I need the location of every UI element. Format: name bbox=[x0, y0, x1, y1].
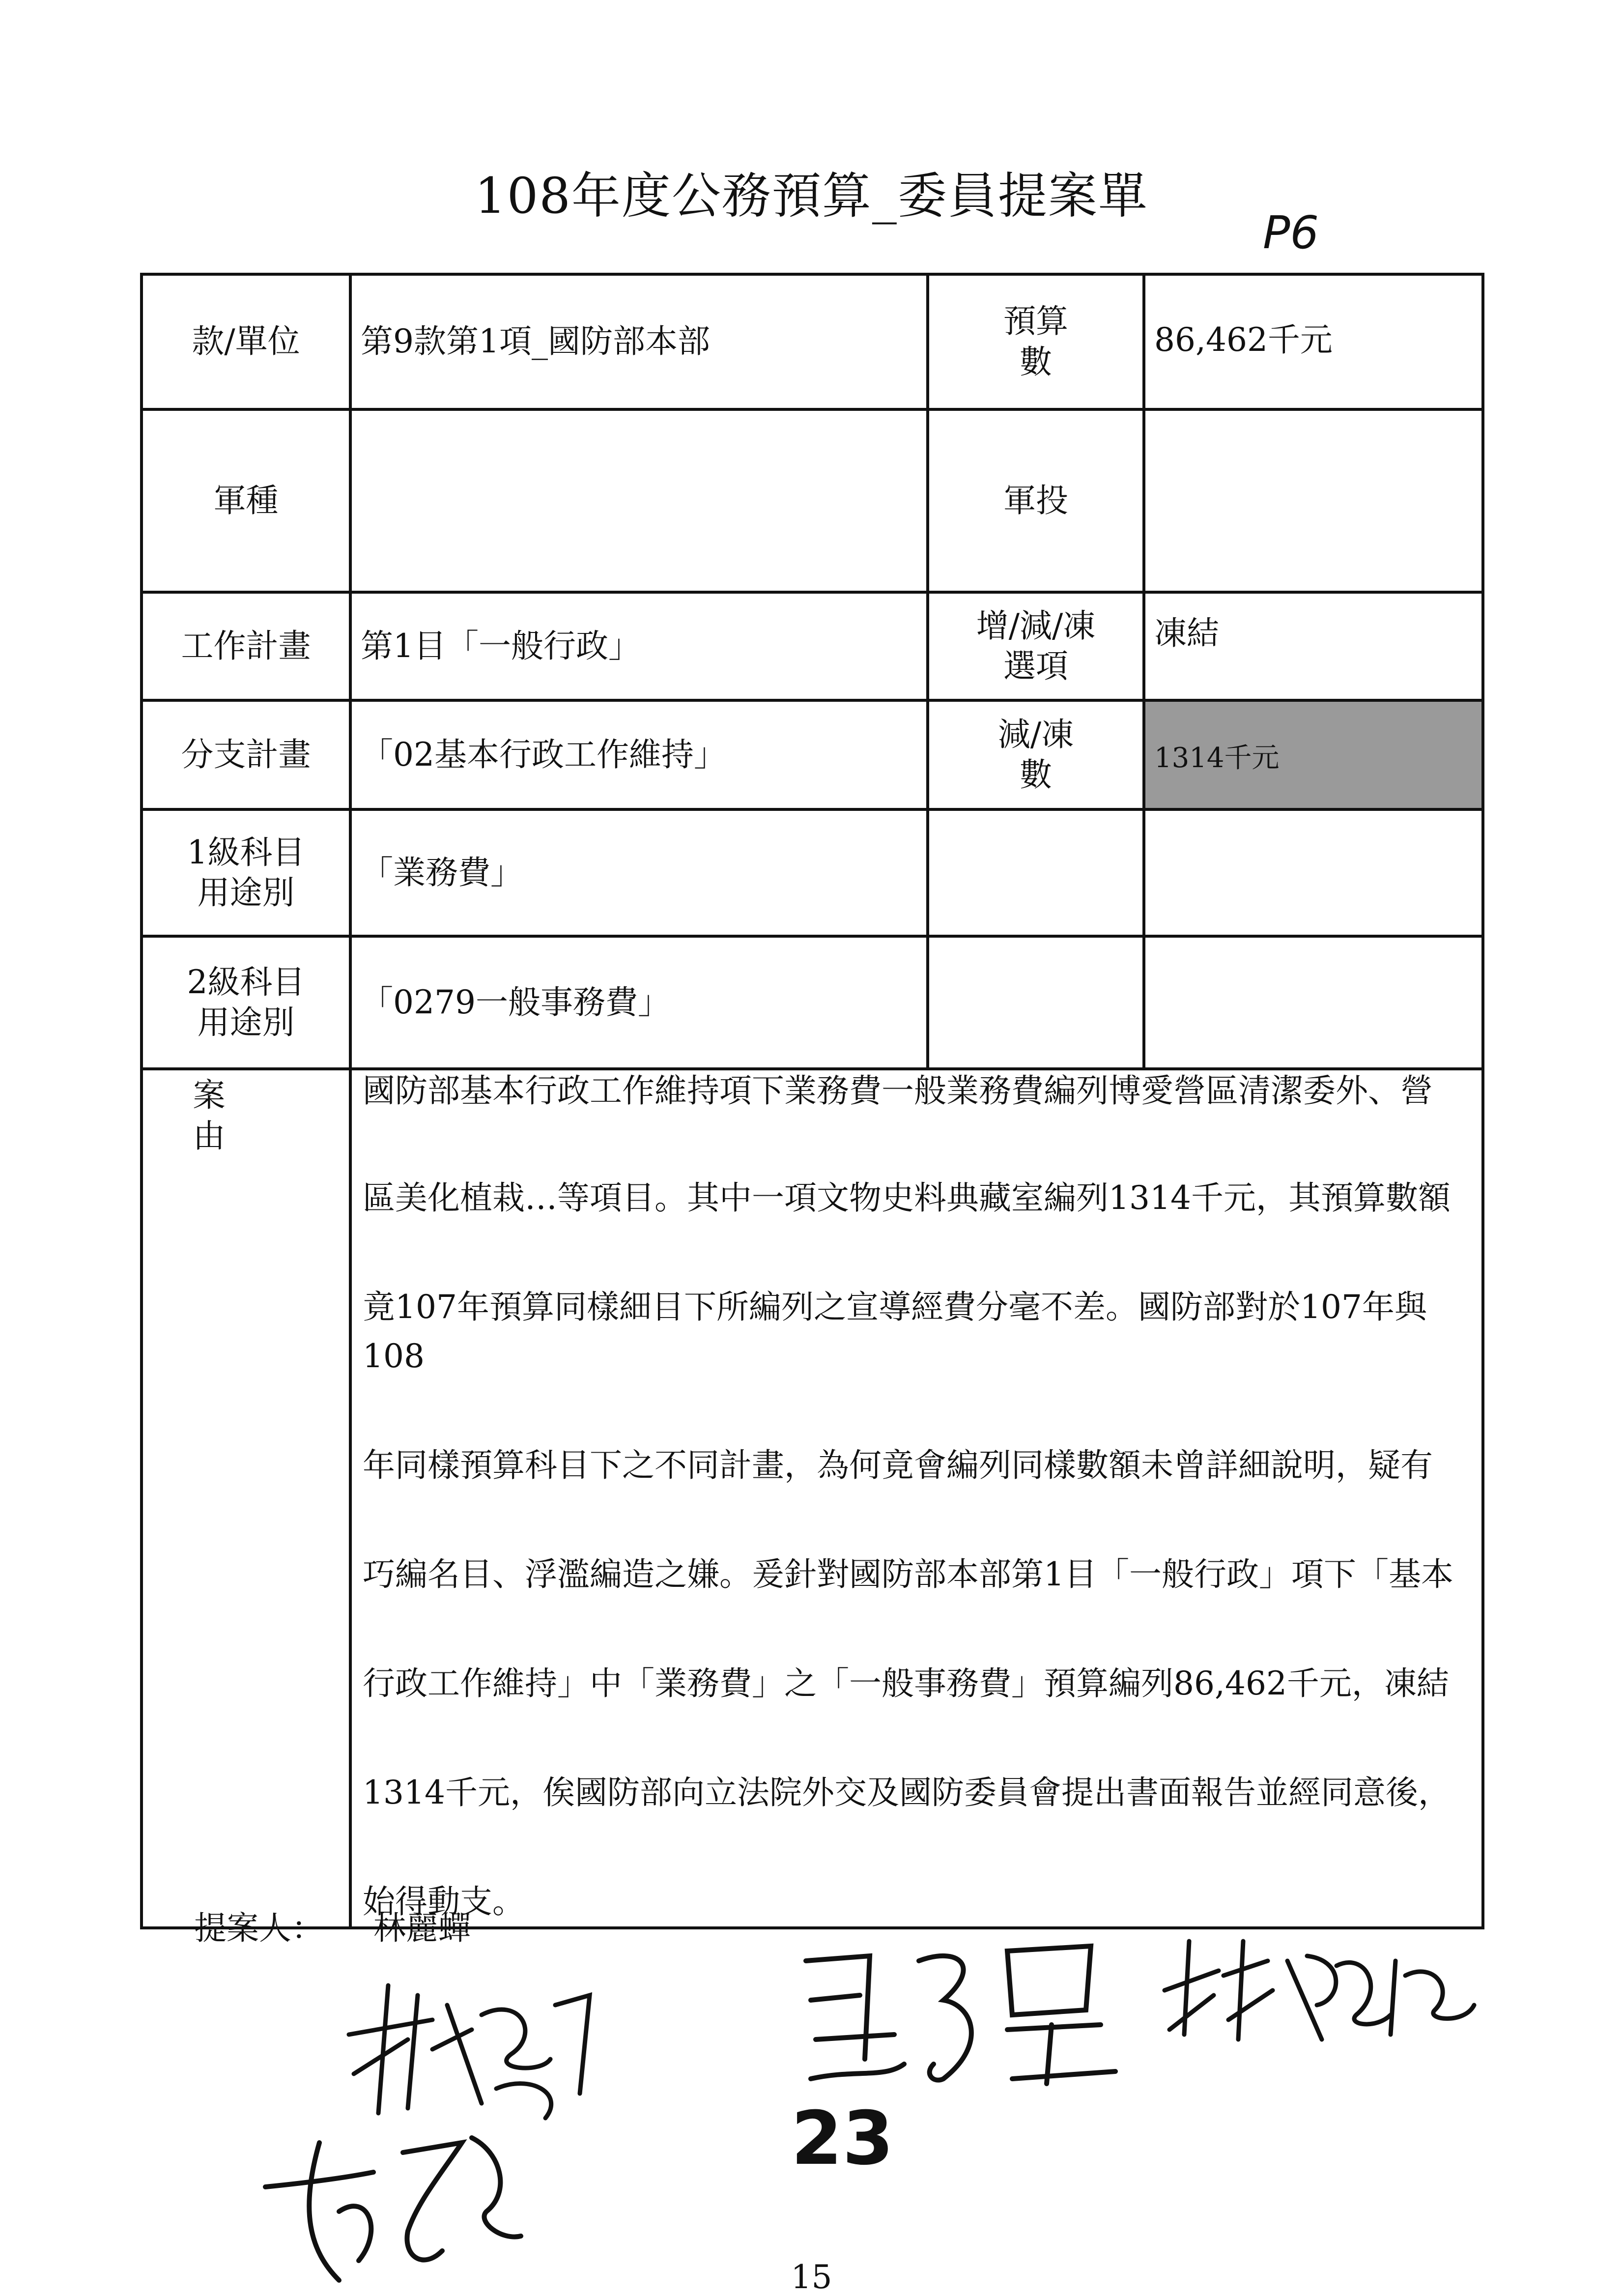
table-row bbox=[142, 409, 1483, 592]
page-mark: P6 bbox=[1263, 206, 1319, 259]
reason-line: 區美化植栽…等項目。其中一項文物史料典藏室編列1314千元，其預算數額 bbox=[363, 1179, 1451, 1217]
reason-label-char: 案 bbox=[193, 1076, 299, 1114]
row-label: 軍種 bbox=[142, 409, 350, 592]
label-line: 減/凍 bbox=[997, 715, 1074, 753]
amount-label bbox=[928, 700, 1144, 809]
empty-cell bbox=[1144, 809, 1483, 936]
row-right-value bbox=[1144, 409, 1483, 592]
row-right-label: 軍投 bbox=[928, 409, 1144, 592]
handwritten-number: 23 bbox=[791, 2096, 894, 2181]
label-line: 2級科目 bbox=[187, 963, 305, 1001]
table-row bbox=[142, 592, 1483, 700]
row-value: 「0279一般事務費」 bbox=[350, 936, 928, 1069]
table-row bbox=[142, 936, 1483, 1069]
label-line: 選項 bbox=[1003, 647, 1068, 685]
reason-line: 竟107年預算同樣細目下所編列之宣導經費分毫不差。國防部對於107年與108 bbox=[363, 1288, 1427, 1375]
reason-line: 年同樣預算科目下之不同計畫，為何竟會編列同樣數額未曾詳細說明，疑有 bbox=[363, 1446, 1433, 1484]
label-line: 用途別 bbox=[197, 1004, 295, 1041]
row-label: 款/單位 bbox=[142, 274, 350, 409]
row-label bbox=[142, 936, 350, 1069]
page-number: 15 bbox=[791, 2258, 832, 2296]
proposal-form-table bbox=[140, 273, 1484, 1929]
amount-value bbox=[1144, 700, 1483, 809]
reason-line: 1314千元，俟國防部向立法院外交及國防委員會提出書面報告並經同意後， bbox=[363, 1774, 1451, 1811]
row-label bbox=[142, 809, 350, 936]
empty-cell bbox=[1144, 936, 1483, 1069]
reason-text bbox=[350, 1069, 1483, 1928]
row-value: 「02基本行政工作維持」 bbox=[350, 700, 928, 809]
budget-label bbox=[928, 274, 1144, 409]
option-label bbox=[928, 592, 1144, 700]
proposer-label: 提案人： bbox=[194, 1909, 324, 1947]
table-row bbox=[142, 1069, 1483, 1928]
option-value: 凍結 bbox=[1144, 592, 1483, 700]
row-label: 工作計畫 bbox=[142, 592, 350, 700]
row-value bbox=[350, 409, 928, 592]
label-line: 用途別 bbox=[197, 874, 295, 912]
row-value: 第1目「一般行政」 bbox=[350, 592, 928, 700]
reason-line: 始得動支。 bbox=[363, 1883, 525, 1921]
empty-cell bbox=[928, 809, 1144, 936]
label-line: 預算 bbox=[1003, 302, 1068, 340]
label-line: 增/減/凍 bbox=[976, 606, 1096, 645]
reason-line: 行政工作維持」中「業務費」之「一般事務費」預算編列86,462千元，凍結 bbox=[363, 1665, 1449, 1702]
reason-label bbox=[142, 1069, 350, 1928]
page-title: 108年度公務預算_委員提案單 bbox=[475, 167, 1148, 225]
proposer-name: 林麗蟬 bbox=[373, 1909, 471, 1947]
reason-label-char: 由 bbox=[193, 1117, 299, 1155]
label-line: 數 bbox=[1020, 756, 1052, 794]
reason-line: 巧編名目、浮濫編造之嫌。爰針對國防部本部第1目「一般行政」項下「基本 bbox=[363, 1555, 1453, 1593]
row-value: 第9款第1項_國防部本部 bbox=[350, 274, 928, 409]
table-row bbox=[142, 700, 1483, 809]
signature-1 bbox=[334, 1976, 609, 2123]
row-value: 「業務費」 bbox=[350, 809, 928, 936]
signature-2 bbox=[796, 1931, 1140, 2094]
amount-text: 1314千元 bbox=[1154, 742, 1280, 774]
empty-cell bbox=[928, 936, 1144, 1069]
label-line: 數 bbox=[1020, 343, 1052, 381]
table-row bbox=[142, 274, 1483, 409]
label-line: 1級科目 bbox=[187, 833, 305, 871]
reason-line: 國防部基本行政工作維持項下業務費一般業務費編列博愛營區清潔委外、營 bbox=[363, 1072, 1433, 1110]
table-row bbox=[142, 809, 1483, 936]
row-label: 分支計畫 bbox=[142, 700, 350, 809]
budget-value: 86,462千元 bbox=[1144, 274, 1483, 409]
signature-3 bbox=[1160, 1931, 1479, 2054]
